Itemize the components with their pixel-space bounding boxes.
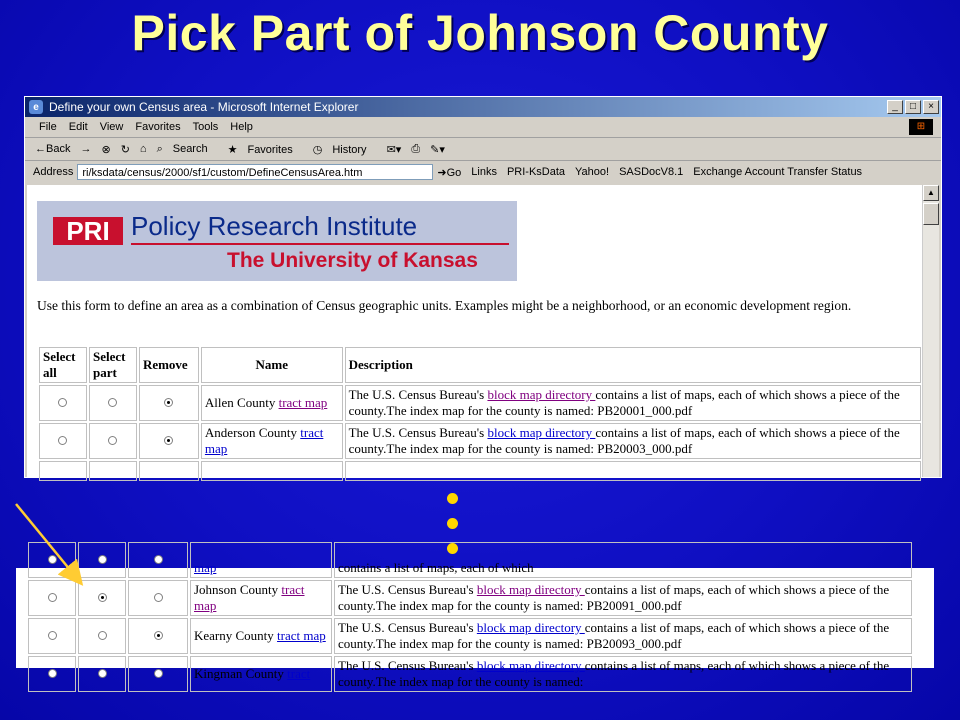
pri-logo-university: The University of Kansas	[227, 249, 478, 272]
minimize-button[interactable]: _	[887, 100, 903, 114]
table-row: Anderson County tract map The U.S. Census Bureau's block map directory contains a list of maps, each of which shows a piece of the county.The index map for the county is named: PB20003_000.pdf	[39, 423, 921, 459]
address-input[interactable]: ri/ksdata/census/2000/sf1/custom/DefineCensusArea.htm	[77, 164, 433, 180]
back-button[interactable]: ←Back	[35, 143, 71, 155]
slide-title: Pick Part of Johnson County	[131, 5, 829, 61]
favorites-icon: ★	[227, 143, 238, 156]
menu-edit[interactable]: Edit	[68, 121, 88, 133]
address-label: Address	[33, 166, 74, 178]
menu-view[interactable]: View	[99, 121, 124, 133]
tract-map-link[interactable]: tract	[287, 666, 311, 681]
refresh-button[interactable]: ↻	[120, 143, 130, 156]
table-row: Kingman County tract The U.S. Census Bureau's block map directory contains a list of maps, each of which shows a piece of the county.The index map for the county is named:	[28, 656, 912, 692]
table-row: Johnson County tract map The U.S. Census Bureau's block map directory contains a list of maps, each of which shows a piece of the county.The index map for the county is named: PB20091_000.pdf	[28, 580, 912, 616]
windows-logo-icon: ⊞	[909, 119, 933, 135]
link-yahoo[interactable]: Yahoo!	[575, 166, 610, 178]
block-map-link[interactable]: block map directory	[487, 387, 596, 402]
edit-icon[interactable]: ✎▾	[430, 143, 445, 156]
favorites-button[interactable]: ★ Favorites	[227, 143, 293, 156]
header-name: Name	[201, 347, 343, 383]
tract-map-link[interactable]: tract map	[277, 628, 326, 643]
block-map-link[interactable]: block map directory	[476, 620, 585, 635]
menu-tools[interactable]: Tools	[192, 121, 219, 133]
table-row: Kearny County tract map The U.S. Census Bureau's block map directory contains a list of maps, each of which shows a piece of the county.The index map for the county is named: PB20093_000.pdf	[28, 618, 912, 654]
maximize-button[interactable]: □	[905, 100, 921, 114]
stop-button[interactable]: ⊗	[101, 143, 111, 156]
block-map-link[interactable]: block map directory	[487, 425, 596, 440]
tract-map-link[interactable]: tract map	[194, 582, 305, 613]
search-button[interactable]: ⌕ Search	[156, 142, 208, 155]
search-icon: ⌕	[156, 142, 163, 155]
history-icon: ◷	[312, 143, 323, 156]
link-pri-ksdata[interactable]: PRI-KsData	[506, 166, 566, 178]
forward-button[interactable]: →	[80, 143, 92, 155]
intro-text: Use this form to define an area as a combination of Census geographic units. Examples might be a neighborhood, or an economic development region.	[37, 298, 852, 313]
pri-logo-abbr: PRI	[53, 217, 123, 245]
go-button[interactable]: ➜Go	[437, 166, 462, 179]
mail-icon[interactable]: ✉▾	[386, 143, 402, 156]
tract-map-link[interactable]: map	[194, 560, 217, 575]
close-button[interactable]: ×	[923, 100, 939, 114]
header-remove: Remove	[139, 347, 199, 383]
header-select-part: Select part	[89, 347, 137, 383]
ie-icon: e	[29, 100, 43, 114]
history-button[interactable]: ◷ History	[312, 143, 367, 156]
pri-logo-org: Policy Research Institute	[131, 211, 418, 241]
window-title: Define your own Census area - Microsoft Internet Explorer	[49, 100, 359, 114]
links-label: Links	[471, 166, 497, 178]
table-row: map contains a list of maps, each of which	[28, 542, 912, 578]
table-row: Allen County tract map The U.S. Census Bureau's block map directory contains a list of maps, each of which shows a piece of the county.The index map for the county is named: PB20001_000.pdf	[39, 385, 921, 421]
home-button[interactable]: ⌂	[139, 143, 147, 155]
menu-help[interactable]: Help	[230, 121, 253, 133]
link-exchange[interactable]: Exchange Account Transfer Status	[693, 166, 863, 178]
header-select-all: Select all	[39, 347, 87, 383]
link-sasdoc[interactable]: SASDocV8.1	[619, 166, 684, 178]
print-icon[interactable]: ⎙	[411, 142, 421, 155]
block-map-link[interactable]: block map directory	[476, 658, 585, 673]
scroll-up-icon[interactable]: ▲	[923, 185, 939, 201]
tract-map-link[interactable]: tract map	[278, 395, 328, 410]
header-description: Description	[345, 347, 921, 383]
menu-file[interactable]: File	[39, 121, 57, 133]
tract-map-link[interactable]: tract map	[204, 425, 324, 456]
menu-favorites[interactable]: Favorites	[135, 121, 181, 133]
block-map-link[interactable]: block map directory	[476, 582, 585, 597]
